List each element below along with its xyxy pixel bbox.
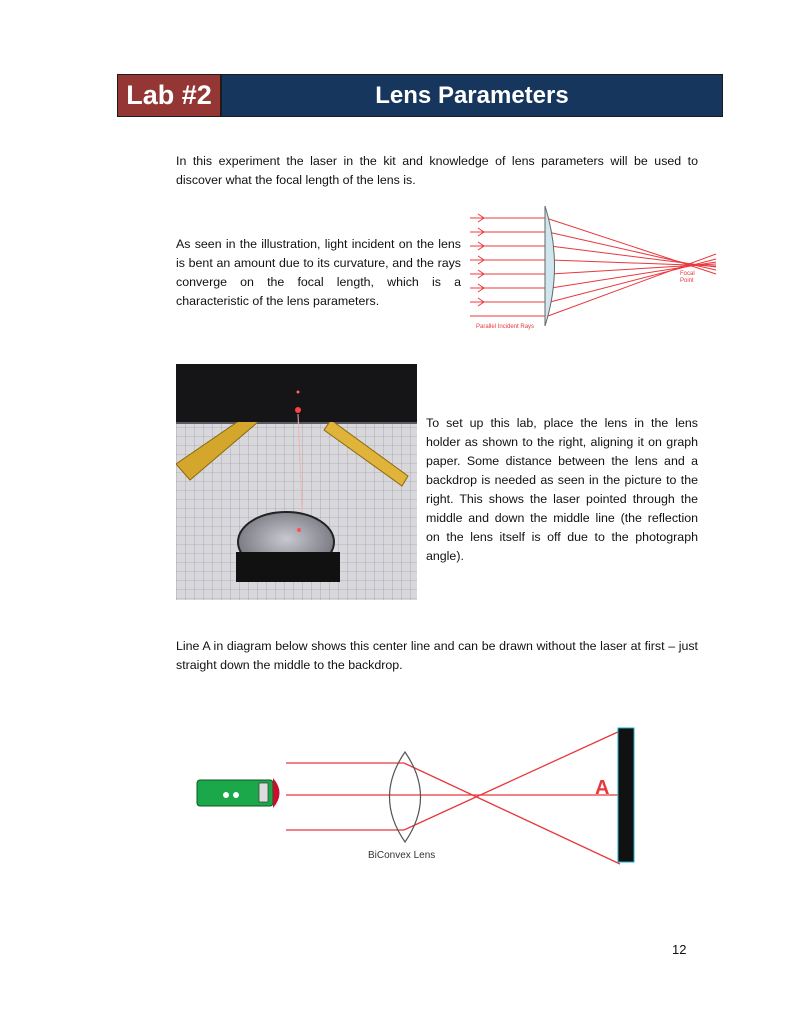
backdrop-screen [618,728,634,862]
lens-label: BiConvex Lens [368,850,436,861]
focal-point-illustration [462,204,722,332]
refracted-rays [546,218,716,316]
focal-label-2: Point [680,278,694,284]
laser-pointer [197,778,280,808]
line-a-paragraph: Line A in diagram below shows this center line and can be drawn without the laser at first – just straight down the middle to the backdrop. [176,639,698,672]
illustration-paragraph: As seen in the illustration, light incident on the lens is bent an amount due to its curvature, and the rays converge on the focal length, which is a characteristic of the lens parameters. [176,237,461,308]
setup-paragraph: To set up this lab, place the lens in the lens holder as shown to the right, aligning it on graph paper. Some distance between the lens and a backdrop is needed as seen in the picture to the right. This shows the laser pointed through the middle and down the middle line (the reflection on the lens itself is off due to the photograph angle). [426,416,698,563]
biconvex-lens [390,752,421,842]
lab-header [117,74,723,117]
laser-dot [295,407,301,413]
line-a-label: A [595,777,610,799]
backdrop [176,364,417,422]
intro-paragraph: In this experiment the laser in the kit and knowledge of lens parameters will be used to discover what the focal length of the lens is. [176,154,698,187]
focal-label-1: Focal [680,271,695,277]
biconvex-lens-diagram [190,722,640,872]
laser-beams [286,731,620,864]
lens-setup-photo [176,364,417,600]
plano-convex-lens [545,206,555,326]
lens-holder [236,552,340,582]
rays-label: Parallel Incident Rays [476,324,535,330]
lab-number: Lab #2 [118,75,222,116]
page-number: 12 [672,942,687,957]
page-title: Lens Parameters [222,75,722,116]
